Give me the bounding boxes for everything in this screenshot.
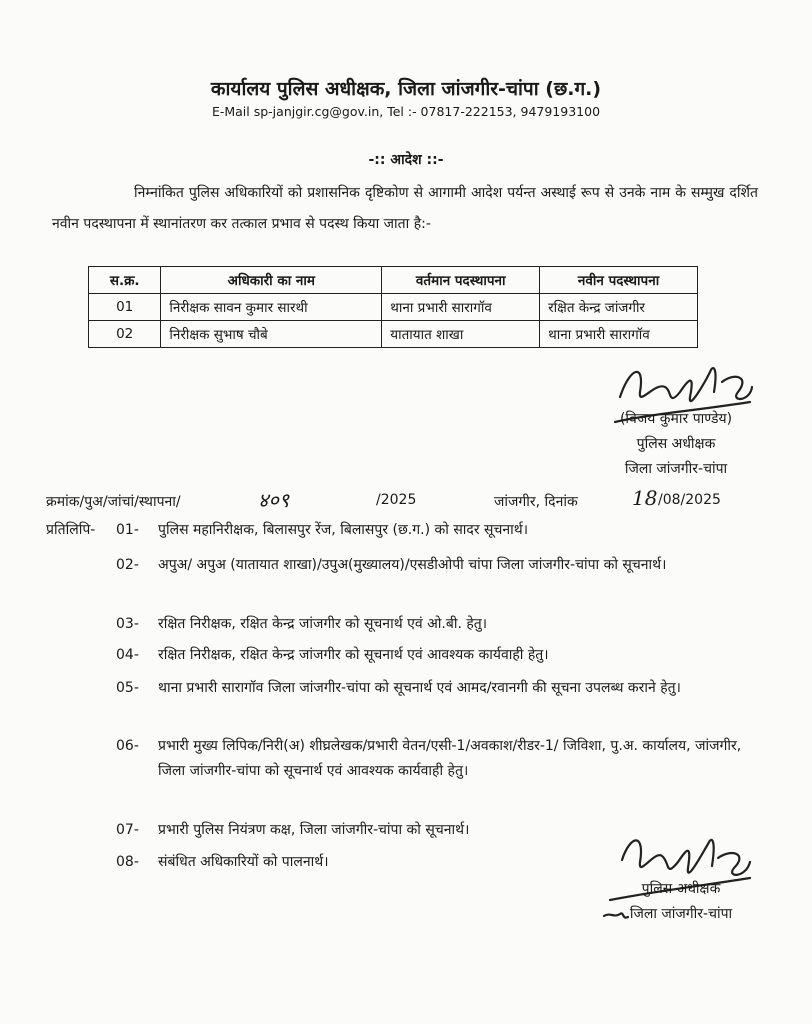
table-row [89,321,698,348]
list-item-text: प्रभारी पुलिस नियंत्रण कक्ष, जिला जांजगीर-चांपा को सूचनार्थ। [158,822,470,838]
reference-year: /2025 [376,492,417,508]
list-item-number: 04- [116,647,139,663]
list-item [116,553,756,578]
list-item-number: 08- [116,854,139,870]
place-date-label: जांजगीर, दिनांक [494,494,578,510]
signatory-name: (विजय कुमार पाण्डेय) [619,411,733,427]
list-item-number: 06- [116,738,139,754]
list-item-number: 03- [116,616,139,632]
list-item-text: संबंधित अधिकारियों को पालनार्थ। [158,854,329,870]
column-header-new-posting: नवीन पदस्थापना [540,267,698,294]
list-item [116,612,756,637]
column-header-officer-name: अधिकारी का नाम [161,267,382,294]
transfer-table [88,266,698,348]
table-cell-officer-name: निरीक्षक सावन कुमार सारथी [161,294,382,321]
signatory-district: जिला जांजगीर-चांपा [624,461,728,477]
column-header-serial: स.क्र. [89,267,161,294]
table-cell-current-posting: थाना प्रभारी सारागॉव [382,294,540,321]
list-item-number: 02- [116,557,139,573]
table-cell-new-posting: थाना प्रभारी सारागॉव [540,321,698,348]
table-row [89,294,698,321]
date-day: 18 [632,486,658,510]
signatory-designation-2: पुलिस अधीक्षक [641,881,721,897]
date-month-year: /08/2025 [658,492,721,508]
reference-prefix: क्रमांक/पुअ/जांचां/स्थापना/ [46,494,181,510]
reference-line [46,486,766,516]
table-cell-officer-name: निरीक्षक सुभाष चौबे [161,321,382,348]
list-item [116,676,756,701]
table-cell-current-posting: यातायात शाखा [382,321,540,348]
list-item-text: पुलिस महानिरीक्षक, बिलासपुर रेंज, बिलासपुर (छ.ग.) को सादर सूचनार्थ। [158,522,529,538]
list-item-text: थाना प्रभारी सारागॉव जिला जांजगीर-चांपा को सूचनार्थ एवं आमद/रवानगी की सूचना उपलब्ध कराने हेतु। [158,680,681,696]
column-header-current-posting: वर्तमान पदस्थापना [382,267,540,294]
signatory-designation: पुलिस अधीक्षक [636,436,716,452]
office-heading: कार्यालय पुलिस अधीक्षक, जिला जांजगीर-चांपा (छ.ग.) [210,78,602,100]
list-item-number: 07- [116,822,139,838]
list-item-text: रक्षित निरीक्षक, रक्षित केन्द्र जांजगीर को सूचनार्थ एवं आवश्यक कार्यवाही हेतु। [158,647,549,663]
list-item [116,643,756,668]
order-body: निम्नांकित पुलिस अधिकारियों को प्रशासनिक दृष्टिकोण से आगामी आदेश पर्यन्त अस्थाई रूप से उनके नाम के सम्मुख दर्शित नवीन पदस्थापना में स्थानांतरण कर तत्काल प्रभाव से पदस्थ किया जाता है:- [52,185,758,232]
list-item-text: प्रभारी मुख्य लिपिक/निरी(अ) शीघ्रलेखक/प्रभारी वेतन/एसी-1/अवकाश/रीडर-1/ जिविशा, पु.अ. कार्यालय, जांजगीर, जिला जांजगीर-चांपा को सूचनार्थ एवं आवश्यक कार्यवाही हेतु। [158,738,742,779]
table-header-row [89,267,698,294]
table-cell-new-posting: रक्षित केन्द्र जांजगीर [540,294,698,321]
table-cell-serial: 01 [89,294,161,321]
copy-label: प्रतिलिपि- [46,522,96,538]
list-item [116,734,756,784]
table-cell-serial: 02 [89,321,161,348]
list-item-text: अपुअ/ अपुअ (यातायात शाखा)/उपुअ(मुख्यालय)/एसडीओपी चांपा जिला जांजगीर-चांपा को सूचनार्थ। [158,557,667,573]
list-item-number: 01- [116,522,139,538]
signatory-district-2: जिला जांजगीर-चांपा [629,906,733,922]
reference-number: ४०९ [258,488,290,512]
office-contact: E-Mail sp-janjgir.cg@gov.in, Tel :- 07817-222153, 9479193100 [211,104,601,119]
list-item-number: 05- [116,680,139,696]
list-item-text: रक्षित निरीक्षक, रक्षित केन्द्र जांजगीर को सूचनार्थ एवं ओ.बी. हेतु। [158,616,488,632]
list-item [116,518,756,543]
order-title: -:: आदेश ::- [368,152,444,168]
